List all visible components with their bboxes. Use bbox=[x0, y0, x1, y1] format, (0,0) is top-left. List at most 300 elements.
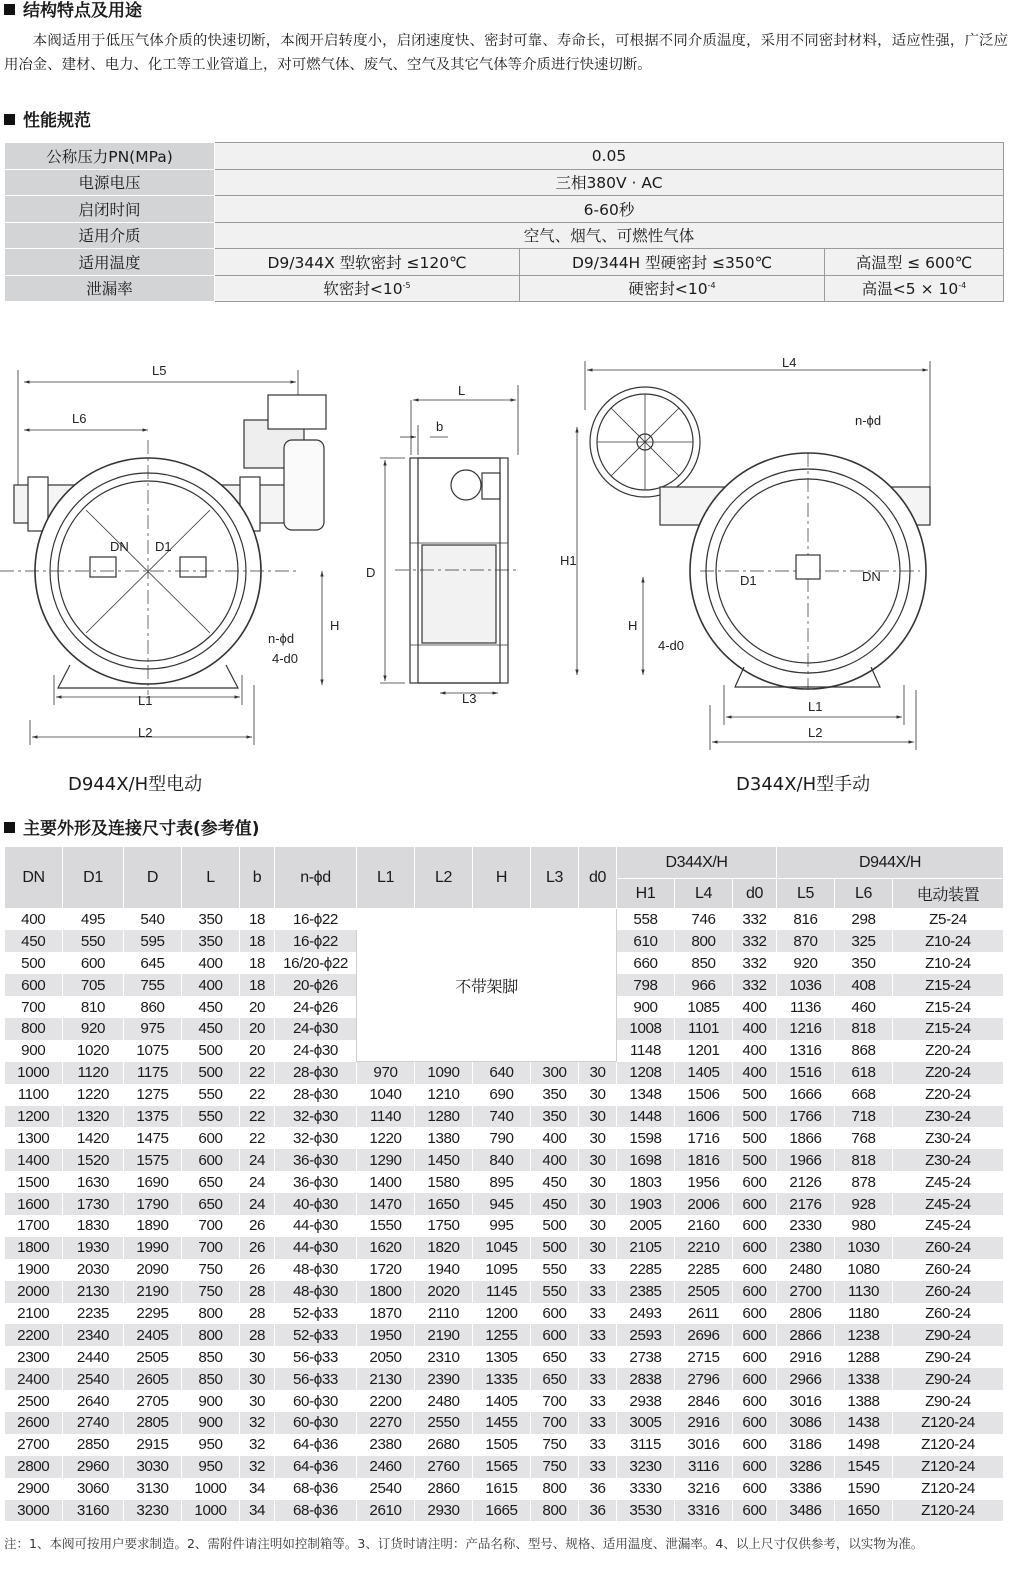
table-cell: 600 bbox=[531, 1324, 579, 1346]
perf-value-soft: D9/344X 型软密封 ≤120℃ bbox=[215, 249, 520, 276]
table-cell: 690 bbox=[473, 1084, 531, 1106]
table-cell: 500 bbox=[531, 1215, 579, 1237]
table-cell: 600 bbox=[733, 1346, 777, 1368]
caption-electric: D944X/H型电动 bbox=[68, 774, 203, 795]
table-cell: 966 bbox=[675, 974, 733, 996]
table-cell: 540 bbox=[124, 909, 182, 931]
table-cell: 1000 bbox=[5, 1062, 63, 1084]
table-cell: 332 bbox=[733, 974, 777, 996]
table-cell: 2796 bbox=[675, 1368, 733, 1390]
table-cell: 2500 bbox=[5, 1390, 63, 1412]
table-cell: 700 bbox=[5, 996, 63, 1018]
col-header: n-ϕd bbox=[275, 847, 357, 909]
table-cell: 1320 bbox=[63, 1106, 124, 1128]
table-cell: 28 bbox=[240, 1303, 275, 1325]
table-cell: 1790 bbox=[124, 1193, 182, 1215]
perf-value-high: 高温型 ≤ 600℃ bbox=[825, 249, 1004, 276]
table-cell: 495 bbox=[63, 909, 124, 931]
table-cell: 1101 bbox=[675, 1018, 733, 1040]
table-cell: 1698 bbox=[617, 1149, 675, 1171]
section-title-features: 结构特点及用途 bbox=[4, 0, 142, 22]
table-cell: 2493 bbox=[617, 1303, 675, 1325]
table-cell: 2740 bbox=[63, 1412, 124, 1434]
table-cell: 400 bbox=[182, 974, 240, 996]
table-cell: 1238 bbox=[835, 1324, 893, 1346]
table-cell: 950 bbox=[182, 1434, 240, 1456]
table-cell: 2505 bbox=[124, 1346, 182, 1368]
table-cell: 1448 bbox=[617, 1106, 675, 1128]
table-cell: 600 bbox=[733, 1412, 777, 1434]
table-cell: 1316 bbox=[777, 1040, 835, 1062]
table-cell: 668 bbox=[835, 1084, 893, 1106]
table-cell: 550 bbox=[182, 1084, 240, 1106]
table-cell: Z30-24 bbox=[893, 1106, 1004, 1128]
table-cell: 1400 bbox=[5, 1149, 63, 1171]
table-cell: 500 bbox=[182, 1040, 240, 1062]
table-cell: 3115 bbox=[617, 1434, 675, 1456]
table-cell: 595 bbox=[124, 930, 182, 952]
perf-label: 启闭时间 bbox=[5, 196, 215, 223]
table-cell: 718 bbox=[835, 1106, 893, 1128]
square-bullet-icon bbox=[4, 114, 15, 125]
table-cell: 1145 bbox=[473, 1281, 531, 1303]
table-cell: 1375 bbox=[124, 1106, 182, 1128]
table-cell: 30 bbox=[579, 1127, 617, 1149]
table-row bbox=[5, 1324, 1004, 1346]
table-cell: 1956 bbox=[675, 1171, 733, 1193]
table-cell: 2805 bbox=[124, 1412, 182, 1434]
table-cell: 2916 bbox=[777, 1346, 835, 1368]
table-cell: 450 bbox=[531, 1171, 579, 1193]
table-cell: 1565 bbox=[473, 1456, 531, 1478]
table-cell: 945 bbox=[473, 1193, 531, 1215]
label-L5: L5 bbox=[152, 363, 167, 378]
table-cell: Z30-24 bbox=[893, 1149, 1004, 1171]
table-cell: 28-ϕ30 bbox=[275, 1062, 357, 1084]
table-cell: 24 bbox=[240, 1149, 275, 1171]
table-cell: 2340 bbox=[63, 1324, 124, 1346]
table-row bbox=[5, 1106, 1004, 1128]
table-cell: 920 bbox=[63, 1018, 124, 1040]
table-cell: 790 bbox=[473, 1127, 531, 1149]
perf-value: 6-60秒 bbox=[215, 196, 1004, 223]
table-cell: 350 bbox=[835, 952, 893, 974]
group-header-manual: D344X/H bbox=[617, 847, 777, 879]
table-cell: 1700 bbox=[5, 1215, 63, 1237]
table-cell: 2020 bbox=[415, 1281, 473, 1303]
label-nd-right: n-ϕd bbox=[855, 413, 882, 428]
table-cell: 868 bbox=[835, 1040, 893, 1062]
table-cell: 500 bbox=[531, 1237, 579, 1259]
perf-label: 适用介质 bbox=[5, 222, 215, 249]
table-cell: 52-ϕ33 bbox=[275, 1303, 357, 1325]
table-cell: 1140 bbox=[357, 1106, 415, 1128]
table-cell: 400 bbox=[5, 909, 63, 931]
table-cell: 600 bbox=[733, 1171, 777, 1193]
table-cell: 1930 bbox=[63, 1237, 124, 1259]
table-cell: 1803 bbox=[617, 1171, 675, 1193]
table-cell: 2380 bbox=[777, 1237, 835, 1259]
table-cell: 1816 bbox=[675, 1149, 733, 1171]
table-cell: 1420 bbox=[63, 1127, 124, 1149]
col-header: d0 bbox=[579, 847, 617, 909]
table-cell: Z20-24 bbox=[893, 1040, 1004, 1062]
perf-row-time bbox=[5, 196, 1004, 223]
table-cell: 34 bbox=[240, 1500, 275, 1522]
table-cell: 48-ϕ30 bbox=[275, 1259, 357, 1281]
table-cell: 1606 bbox=[675, 1106, 733, 1128]
table-cell: 2806 bbox=[777, 1303, 835, 1325]
table-cell: 500 bbox=[182, 1062, 240, 1084]
table-cell: Z60-24 bbox=[893, 1259, 1004, 1281]
table-cell: 33 bbox=[579, 1303, 617, 1325]
col-header: 电动装置 bbox=[893, 879, 1004, 909]
perf-label: 泄漏率 bbox=[5, 275, 215, 302]
table-cell: 1288 bbox=[835, 1346, 893, 1368]
perf-row-leakage bbox=[5, 275, 1004, 302]
table-cell: 2210 bbox=[675, 1237, 733, 1259]
table-cell: 600 bbox=[733, 1434, 777, 1456]
table-cell: 1506 bbox=[675, 1084, 733, 1106]
table-cell: 800 bbox=[531, 1478, 579, 1500]
table-cell: 44-ϕ30 bbox=[275, 1237, 357, 1259]
table-cell: 2593 bbox=[617, 1324, 675, 1346]
table-cell: 28 bbox=[240, 1281, 275, 1303]
table-cell: 2300 bbox=[5, 1346, 63, 1368]
table-cell: 332 bbox=[733, 952, 777, 974]
table-cell: 2860 bbox=[415, 1478, 473, 1500]
label-L3: L3 bbox=[462, 691, 477, 706]
table-row bbox=[5, 1478, 1004, 1500]
square-bullet-icon bbox=[4, 822, 15, 833]
table-cell: 48-ϕ30 bbox=[275, 1281, 357, 1303]
col-header: L5 bbox=[777, 879, 835, 909]
perf-row-temperature bbox=[5, 249, 1004, 276]
group-header-electric: D944X/H bbox=[777, 847, 1004, 879]
table-cell: 1348 bbox=[617, 1084, 675, 1106]
table-cell: 1090 bbox=[415, 1062, 473, 1084]
table-cell: 750 bbox=[182, 1281, 240, 1303]
table-cell: Z20-24 bbox=[893, 1062, 1004, 1084]
table-cell: 1498 bbox=[835, 1434, 893, 1456]
table-cell: 750 bbox=[531, 1456, 579, 1478]
table-cell: 1300 bbox=[5, 1127, 63, 1149]
table-cell: 2696 bbox=[675, 1324, 733, 1346]
table-cell: 2190 bbox=[124, 1281, 182, 1303]
table-cell: 3030 bbox=[124, 1456, 182, 1478]
table-cell: 1388 bbox=[835, 1390, 893, 1412]
table-cell: 950 bbox=[182, 1456, 240, 1478]
table-cell: 640 bbox=[473, 1062, 531, 1084]
table-cell: 350 bbox=[182, 930, 240, 952]
table-cell: 3486 bbox=[777, 1500, 835, 1522]
table-cell: 600 bbox=[733, 1237, 777, 1259]
table-cell: Z10-24 bbox=[893, 930, 1004, 952]
table-cell: Z60-24 bbox=[893, 1237, 1004, 1259]
table-cell: 3216 bbox=[675, 1478, 733, 1500]
table-cell: 850 bbox=[675, 952, 733, 974]
table-cell: 30 bbox=[579, 1062, 617, 1084]
table-cell: Z120-24 bbox=[893, 1500, 1004, 1522]
table-cell: 1800 bbox=[5, 1237, 63, 1259]
table-cell: 600 bbox=[5, 974, 63, 996]
table-cell: 650 bbox=[182, 1193, 240, 1215]
table-cell: 850 bbox=[182, 1368, 240, 1390]
table-cell: 1600 bbox=[5, 1193, 63, 1215]
table-cell: 1615 bbox=[473, 1478, 531, 1500]
table-cell: 900 bbox=[182, 1390, 240, 1412]
table-cell: 600 bbox=[182, 1127, 240, 1149]
table-cell: 3086 bbox=[777, 1412, 835, 1434]
electric-valve-front-view bbox=[0, 370, 326, 745]
table-cell: 816 bbox=[777, 909, 835, 931]
table-cell: 1650 bbox=[415, 1193, 473, 1215]
table-cell: 2440 bbox=[63, 1346, 124, 1368]
table-cell: 26 bbox=[240, 1259, 275, 1281]
table-cell: 840 bbox=[473, 1149, 531, 1171]
table-cell: 2105 bbox=[617, 1237, 675, 1259]
table-cell: 500 bbox=[733, 1084, 777, 1106]
table-cell: 768 bbox=[835, 1127, 893, 1149]
table-cell: 1966 bbox=[777, 1149, 835, 1171]
table-cell: 1940 bbox=[415, 1259, 473, 1281]
table-cell: 600 bbox=[733, 1478, 777, 1500]
table-cell: 550 bbox=[182, 1106, 240, 1128]
valve-drawings bbox=[0, 345, 1012, 765]
table-cell: Z15-24 bbox=[893, 974, 1004, 996]
table-cell: 1455 bbox=[473, 1412, 531, 1434]
table-cell: 2916 bbox=[675, 1412, 733, 1434]
col-header: H bbox=[473, 847, 531, 909]
table-cell: 60-ϕ30 bbox=[275, 1412, 357, 1434]
col-header: L2 bbox=[415, 847, 473, 909]
table-cell: Z90-24 bbox=[893, 1324, 1004, 1346]
table-cell: Z30-24 bbox=[893, 1127, 1004, 1149]
table-cell: 920 bbox=[777, 952, 835, 974]
table-cell: 558 bbox=[617, 909, 675, 931]
table-cell: 34 bbox=[240, 1478, 275, 1500]
table-cell: Z60-24 bbox=[893, 1281, 1004, 1303]
table-cell: Z5-24 bbox=[893, 909, 1004, 931]
label-D: D bbox=[366, 565, 376, 580]
table-cell: 2090 bbox=[124, 1259, 182, 1281]
table-cell: 2505 bbox=[675, 1281, 733, 1303]
perf-value: 空气、烟气、可燃性气体 bbox=[215, 222, 1004, 249]
table-cell: 1201 bbox=[675, 1040, 733, 1062]
table-cell: 1520 bbox=[63, 1149, 124, 1171]
table-cell: 2866 bbox=[777, 1324, 835, 1346]
table-cell: 1500 bbox=[5, 1171, 63, 1193]
table-cell: 22 bbox=[240, 1127, 275, 1149]
table-cell: 2400 bbox=[5, 1368, 63, 1390]
table-cell: 600 bbox=[733, 1281, 777, 1303]
table-cell: Z15-24 bbox=[893, 996, 1004, 1018]
table-cell: 705 bbox=[63, 974, 124, 996]
table-cell: 68-ϕ36 bbox=[275, 1478, 357, 1500]
table-cell: 20 bbox=[240, 1040, 275, 1062]
table-cell: 450 bbox=[5, 930, 63, 952]
table-cell: 3160 bbox=[63, 1500, 124, 1522]
section-title-dimensions: 主要外形及连接尺寸表(参考值) bbox=[4, 818, 260, 840]
table-cell: 2900 bbox=[5, 1478, 63, 1500]
caption-manual: D344X/H型手动 bbox=[736, 774, 871, 795]
table-cell: 1210 bbox=[415, 1084, 473, 1106]
table-cell: 1890 bbox=[124, 1215, 182, 1237]
table-cell: 1180 bbox=[835, 1303, 893, 1325]
table-cell: 618 bbox=[835, 1062, 893, 1084]
table-cell: 3330 bbox=[617, 1478, 675, 1500]
table-cell: 16-ϕ22 bbox=[275, 909, 357, 931]
table-cell: 800 bbox=[531, 1500, 579, 1522]
table-row bbox=[5, 1084, 1004, 1106]
table-row bbox=[5, 1368, 1004, 1390]
label-L4: L4 bbox=[782, 355, 797, 370]
table-cell: 24 bbox=[240, 1193, 275, 1215]
col-header: L3 bbox=[531, 847, 579, 909]
label-L6: L6 bbox=[72, 411, 87, 426]
table-cell: 300 bbox=[531, 1062, 579, 1084]
table-cell: 1665 bbox=[473, 1500, 531, 1522]
footnote: 注：1、本阀可按用户要求制造。2、需附件请注明如控制箱等。3、订货时请注明：产品名称、型号、规格、适用温度、泄漏率。4、以上尺寸仅供参考，以实物为准。 bbox=[4, 1536, 924, 1551]
table-cell: 600 bbox=[182, 1149, 240, 1171]
table-cell: 3230 bbox=[617, 1456, 675, 1478]
table-cell: 2285 bbox=[617, 1259, 675, 1281]
table-cell: Z120-24 bbox=[893, 1412, 1004, 1434]
table-cell: 500 bbox=[733, 1127, 777, 1149]
table-cell: 44-ϕ30 bbox=[275, 1215, 357, 1237]
table-cell: 1630 bbox=[63, 1171, 124, 1193]
table-cell: 700 bbox=[531, 1390, 579, 1412]
table-cell: 1200 bbox=[5, 1106, 63, 1128]
table-cell: 3060 bbox=[63, 1478, 124, 1500]
perf-label: 公称压力PN(MPa) bbox=[5, 143, 215, 170]
table-cell: 30 bbox=[579, 1215, 617, 1237]
table-cell: 900 bbox=[617, 996, 675, 1018]
table-row bbox=[5, 1062, 1004, 1084]
table-cell: 2006 bbox=[675, 1193, 733, 1215]
table-cell: 800 bbox=[182, 1303, 240, 1325]
table-cell: 20 bbox=[240, 1018, 275, 1040]
perf-value: 0.05 bbox=[215, 143, 1004, 170]
table-cell: 2126 bbox=[777, 1171, 835, 1193]
table-cell: 56-ϕ33 bbox=[275, 1346, 357, 1368]
table-cell: 660 bbox=[617, 952, 675, 974]
table-cell: 2130 bbox=[357, 1368, 415, 1390]
table-row bbox=[5, 1281, 1004, 1303]
table-cell: 2235 bbox=[63, 1303, 124, 1325]
perf-row-pressure bbox=[5, 143, 1004, 170]
table-cell: 3116 bbox=[675, 1456, 733, 1478]
table-cell: 1820 bbox=[415, 1237, 473, 1259]
table-cell: 1870 bbox=[357, 1303, 415, 1325]
label-L2-right: L2 bbox=[808, 725, 823, 740]
table-cell: 1450 bbox=[415, 1149, 473, 1171]
table-cell: 3230 bbox=[124, 1500, 182, 1522]
table-cell: 2480 bbox=[415, 1390, 473, 1412]
table-cell: 1290 bbox=[357, 1149, 415, 1171]
table-cell: Z60-24 bbox=[893, 1303, 1004, 1325]
table-cell: 1100 bbox=[5, 1084, 63, 1106]
table-cell: 2800 bbox=[5, 1456, 63, 1478]
table-cell: 400 bbox=[182, 952, 240, 974]
table-cell: 600 bbox=[733, 1215, 777, 1237]
table-cell: 22 bbox=[240, 1084, 275, 1106]
table-cell: 3286 bbox=[777, 1456, 835, 1478]
table-cell: 900 bbox=[5, 1040, 63, 1062]
table-cell: 33 bbox=[579, 1259, 617, 1281]
table-cell: 60-ϕ30 bbox=[275, 1390, 357, 1412]
table-cell: 1505 bbox=[473, 1434, 531, 1456]
table-row bbox=[5, 1237, 1004, 1259]
table-cell: 2930 bbox=[415, 1500, 473, 1522]
table-cell: 1766 bbox=[777, 1106, 835, 1128]
table-row bbox=[5, 1412, 1004, 1434]
table-cell: 995 bbox=[473, 1215, 531, 1237]
perf-value-soft: 软密封$<10^{-5}$ bbox=[215, 275, 520, 302]
table-cell: 1598 bbox=[617, 1127, 675, 1149]
table-cell: 2330 bbox=[777, 1215, 835, 1237]
table-cell: 746 bbox=[675, 909, 733, 931]
table-cell: 2005 bbox=[617, 1215, 675, 1237]
table-cell: 450 bbox=[531, 1193, 579, 1215]
table-cell: 1008 bbox=[617, 1018, 675, 1040]
table-cell: 1716 bbox=[675, 1127, 733, 1149]
table-cell: 650 bbox=[531, 1368, 579, 1390]
table-cell: 1380 bbox=[415, 1127, 473, 1149]
table-cell: 1216 bbox=[777, 1018, 835, 1040]
table-cell: 24 bbox=[240, 1171, 275, 1193]
table-cell: 1040 bbox=[357, 1084, 415, 1106]
table-cell: 1620 bbox=[357, 1237, 415, 1259]
table-cell: 18 bbox=[240, 952, 275, 974]
table-cell: 3186 bbox=[777, 1434, 835, 1456]
col-header: H1 bbox=[617, 879, 675, 909]
table-cell: 350 bbox=[531, 1106, 579, 1128]
label-DN-left: DN bbox=[110, 539, 129, 554]
table-cell: 1666 bbox=[777, 1084, 835, 1106]
table-row bbox=[5, 909, 1004, 931]
table-cell: 22 bbox=[240, 1062, 275, 1084]
table-cell: 3000 bbox=[5, 1500, 63, 1522]
table-cell: 1470 bbox=[357, 1193, 415, 1215]
table-cell: Z45-24 bbox=[893, 1193, 1004, 1215]
table-cell: 400 bbox=[531, 1127, 579, 1149]
table-cell: 1148 bbox=[617, 1040, 675, 1062]
table-cell: 750 bbox=[531, 1434, 579, 1456]
table-cell: 3316 bbox=[675, 1500, 733, 1522]
dimensions-table-body bbox=[5, 909, 1004, 1522]
table-cell: 3016 bbox=[675, 1434, 733, 1456]
table-cell: 2385 bbox=[617, 1281, 675, 1303]
table-cell: 332 bbox=[733, 930, 777, 952]
table-cell: 1730 bbox=[63, 1193, 124, 1215]
label-D1-left: D1 bbox=[155, 539, 172, 554]
col-header: L4 bbox=[675, 879, 733, 909]
table-cell: 30 bbox=[579, 1171, 617, 1193]
table-cell: 870 bbox=[777, 930, 835, 952]
table-cell: Z45-24 bbox=[893, 1215, 1004, 1237]
table-cell: 700 bbox=[182, 1215, 240, 1237]
table-cell: 2966 bbox=[777, 1368, 835, 1390]
table-cell: 2100 bbox=[5, 1303, 63, 1325]
dimensions-table bbox=[4, 846, 1004, 1521]
table-cell: Z15-24 bbox=[893, 1018, 1004, 1040]
table-cell: 18 bbox=[240, 930, 275, 952]
table-cell: Z120-24 bbox=[893, 1456, 1004, 1478]
table-cell: 1516 bbox=[777, 1062, 835, 1084]
table-cell: 1220 bbox=[63, 1084, 124, 1106]
table-cell: 818 bbox=[835, 1149, 893, 1171]
